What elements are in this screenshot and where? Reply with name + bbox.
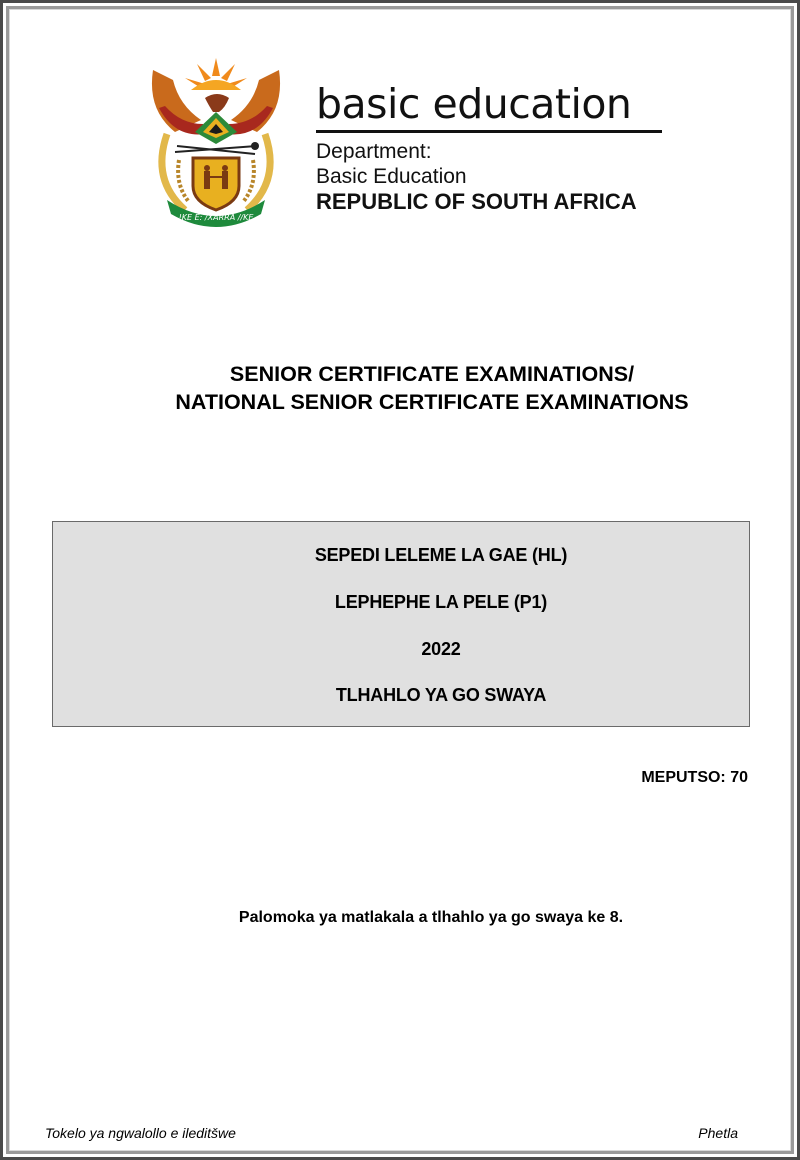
department-label: Department: — [316, 140, 432, 163]
exam-title — [0, 360, 800, 416]
department-name: Basic Education — [316, 165, 467, 188]
exam-year: 2022 — [421, 639, 461, 659]
exam-title-line2: NATIONAL SENIOR CERTIFICATE EXAMINATIONS — [175, 390, 689, 414]
subject-name: SEPEDI LELEME LA GAE (HL) — [314, 545, 568, 565]
subject-info-box — [52, 521, 750, 727]
exam-title-line1: SENIOR CERTIFICATE EXAMINATIONS/ — [229, 362, 635, 386]
document-type: TLHAHLO YA GO SWAYA — [335, 685, 547, 705]
brand-divider — [316, 130, 662, 133]
svg-text:!KE E: /XARRA //KE: !KE E: /XARRA //KE — [178, 213, 254, 222]
paper-name: LEPHEPHE LA PELE (P1) — [334, 592, 548, 612]
country-name: REPUBLIC OF SOUTH AFRICA — [316, 189, 637, 214]
brand-title: basic education — [316, 80, 632, 128]
turn-over-label: Phetla — [698, 1125, 738, 1141]
total-marks: MEPUTSO: 70 — [641, 769, 748, 786]
coat-of-arms-icon — [145, 50, 287, 228]
page-count-note: Palomoka ya matlakala a tlhahlo ya go swaya ke 8. — [238, 909, 624, 926]
copyright-notice: Tokelo ya ngwalollo e ileditšwe — [45, 1125, 236, 1141]
department-brand — [316, 80, 666, 214]
